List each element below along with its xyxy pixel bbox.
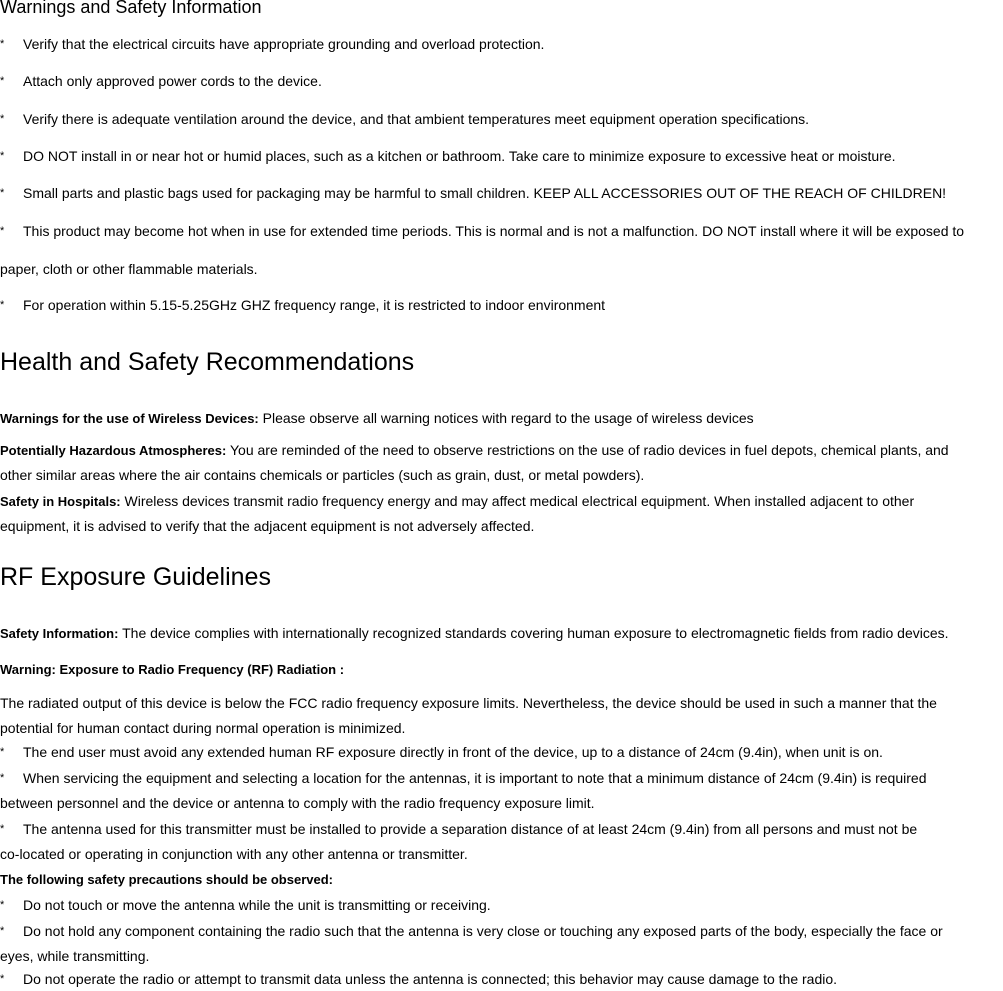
list-item-text: DO NOT install in or near hot or humid places, such as a kitchen or bathroom. Take care to minimize exposure to excessive heat or moisture. xyxy=(23,148,896,164)
wireless-text: Please observe all warning notices with regard to the usage of wireless devices xyxy=(258,410,754,426)
list-item xyxy=(0,821,1003,841)
hazard-label: Potentially Hazardous Atmospheres: xyxy=(0,443,227,458)
bullet-marker: * xyxy=(0,225,5,237)
bullet-marker: * xyxy=(0,299,5,311)
list-item-text: Do not hold any component containing the radio such that the antenna is very close or touching any exposed parts of the body, especially the face or xyxy=(23,923,943,939)
wireless-label: Warnings for the use of Wireless Devices: xyxy=(0,411,259,426)
bullet-marker: * xyxy=(0,113,5,125)
list-item xyxy=(0,223,1003,243)
health-heading: Health and Safety Recommendations xyxy=(0,348,415,376)
bullet-marker: * xyxy=(0,772,5,784)
bullet-marker: * xyxy=(0,925,5,937)
bullet-marker: * xyxy=(0,746,5,758)
hazard-paragraph-cont: other similar areas where the air contains chemicals or particles (such as grain, dust, or metal powders). xyxy=(0,467,645,483)
list-item xyxy=(0,297,1003,317)
list-item-text: Do not touch or move the antenna while the unit is transmitting or receiving. xyxy=(23,897,491,913)
list-item xyxy=(0,111,1003,131)
bullet-marker: * xyxy=(0,823,5,835)
list-item-continuation: between personnel and the device or antenna to comply with the radio frequency exposure limit. xyxy=(0,795,595,811)
list-item xyxy=(0,897,1003,917)
list-item-text: Small parts and plastic bags used for packaging may be harmful to small children. KEEP ALL ACCESSORIES OUT OF THE REACH OF CHILDREN! xyxy=(23,185,947,201)
bullet-marker: * xyxy=(0,150,5,162)
radiated-paragraph: The radiated output of this device is below the FCC radio frequency exposure limits. Nevertheless, the device should be used in such a manner that the xyxy=(0,695,937,711)
list-item xyxy=(0,971,1003,991)
safety-info-text: The device complies with internationally recognized standards covering human exposure to electromagnetic fields from radio devices. xyxy=(118,625,949,641)
list-item-text: The end user must avoid any extended human RF exposure directly in front of the device, up to a distance of 24cm (9.4in), when unit is on. xyxy=(23,744,883,760)
hospital-paragraph xyxy=(0,493,914,509)
list-item xyxy=(0,185,1003,205)
list-item-text: The antenna used for this transmitter must be installed to provide a separation distance of at least 24cm (9.4in) from all persons and must not be xyxy=(23,821,918,837)
list-item-text: Attach only approved power cords to the device. xyxy=(23,73,322,89)
list-item xyxy=(0,923,1003,943)
list-item xyxy=(0,36,1003,56)
list-item xyxy=(0,73,1003,93)
hazard-paragraph xyxy=(0,442,949,458)
bullet-marker: * xyxy=(0,187,5,199)
list-item xyxy=(0,744,1003,764)
list-item-text: When servicing the equipment and selecting a location for the antennas, it is important to note that a minimum distance of 24cm (9.4in) is required xyxy=(23,770,927,786)
bullet-marker: * xyxy=(0,899,5,911)
list-item-text: For operation within 5.15-5.25GHz GHZ frequency range, it is restricted to indoor environment xyxy=(23,297,606,313)
safety-info-paragraph xyxy=(0,625,949,641)
list-item xyxy=(0,148,1003,168)
list-item-continuation: co-located or operating in conjunction with any other antenna or transmitter. xyxy=(0,846,468,862)
bullet-marker: * xyxy=(0,75,5,87)
list-item-continuation: paper, cloth or other flammable materials. xyxy=(0,261,258,277)
rf-warning-label: Warning: Exposure to Radio Frequency (RF) Radiation : xyxy=(0,662,345,677)
precautions-label: The following safety precautions should be observed: xyxy=(0,872,333,887)
radiated-paragraph-cont: potential for human contact during normal operation is minimized. xyxy=(0,720,406,736)
hazard-text: You are reminded of the need to observe restrictions on the use of radio devices in fuel depots, chemical plants, and xyxy=(226,442,949,458)
wireless-paragraph xyxy=(0,410,754,426)
list-item-text: This product may become hot when in use for extended time periods. This is normal and is not a malfunction. DO NOT install where it will be exposed to xyxy=(23,223,965,239)
warnings-heading: Warnings and Safety Information xyxy=(0,0,262,17)
hospital-paragraph-cont: equipment, it is advised to verify that the adjacent equipment is not adversely affected. xyxy=(0,518,535,534)
list-item-text: Verify that the electrical circuits have appropriate grounding and overload protection. xyxy=(23,36,545,52)
rf-heading: RF Exposure Guidelines xyxy=(0,563,271,591)
list-item-continuation: eyes, while transmitting. xyxy=(0,948,150,964)
bullet-marker: * xyxy=(0,38,5,50)
safety-info-label: Safety Information: xyxy=(0,626,119,641)
hospital-label: Safety in Hospitals: xyxy=(0,494,121,509)
list-item-text: Verify there is adequate ventilation around the device, and that ambient temperatures meet equipment operation specifications. xyxy=(23,111,810,127)
hospital-text: Wireless devices transmit radio frequency energy and may affect medical electrical equipment. When installed adjacent to other xyxy=(120,493,915,509)
list-item-text: Do not operate the radio or attempt to transmit data unless the antenna is connected; this behavior may cause damage to the radio. xyxy=(23,971,838,987)
list-item xyxy=(0,770,1003,790)
bullet-marker: * xyxy=(0,973,5,985)
